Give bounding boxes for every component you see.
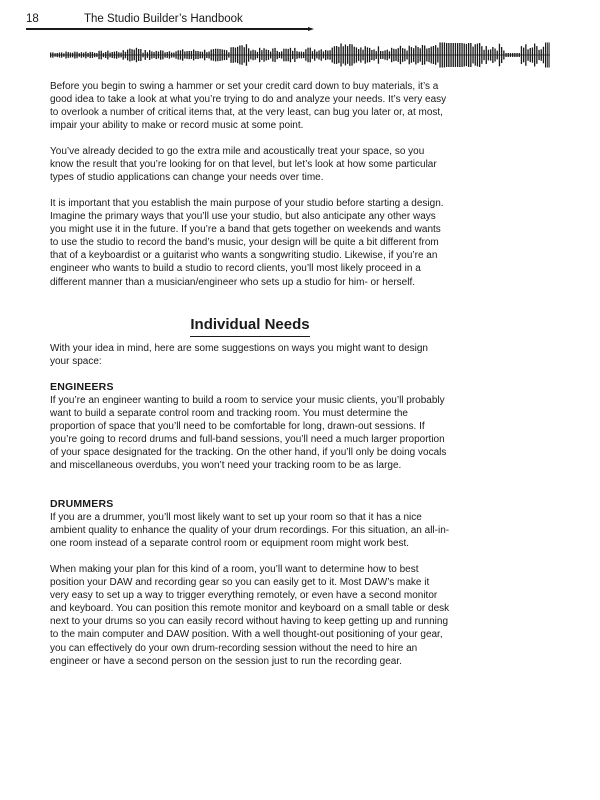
waveform-bar xyxy=(400,46,401,64)
waveform-bar xyxy=(138,49,139,61)
waveform-bar xyxy=(226,50,227,60)
waveform-bar xyxy=(358,49,359,61)
waveform-bar xyxy=(543,47,544,64)
waveform-bar xyxy=(142,53,143,58)
waveform-bar xyxy=(536,46,537,64)
waveform-bar xyxy=(259,48,260,62)
waveform-bar xyxy=(285,49,286,62)
waveform-bar xyxy=(312,51,313,59)
intro-paragraph-1: Before you begin to swing a hammer or set your credit card down to buy materials, it’s a good idea to take a look at what you’re trying to do and analyze your needs. It’s very easy to overlook a number of critical items that, at the very least, can bug you later or, at most, impair your ability to make or record music at some point. xyxy=(50,81,447,132)
waveform-bar xyxy=(123,50,124,60)
waveform-bar xyxy=(230,47,231,63)
waveform-bar xyxy=(68,52,69,58)
waveform-bar xyxy=(519,53,520,57)
waveform-bar xyxy=(87,53,88,57)
waveform-bar xyxy=(101,51,102,60)
section-heading: Individual Needs xyxy=(50,315,450,337)
waveform-bar xyxy=(391,48,392,62)
waveform-bar xyxy=(79,53,80,57)
audio-waveform-icon xyxy=(50,42,550,68)
waveform-bar xyxy=(215,49,216,62)
waveform-bar xyxy=(382,51,383,59)
waveform-bar xyxy=(248,48,249,61)
waveform-bar xyxy=(415,46,416,65)
waveform-bar xyxy=(279,52,280,58)
waveform-bar xyxy=(257,52,258,58)
waveform-bar xyxy=(444,43,445,68)
waveform-bar xyxy=(448,43,449,67)
waveform-bar xyxy=(497,51,498,60)
engineers-paragraph: If you’re an engineer wanting to build a room to service your music clients, you’ll probably want to build a separate control room and tracking room. You must determine the proportion of space that you’ll need to be comfortable for long, drawn-out sessions. If you’re going to record drums and full-band sessions, you’ll need a much larger proportion of your space designated for the tracking. On the other hand, if you’ll only be doing vocals and miscellaneous overdubs, you won’t need your tracking room to be as large. xyxy=(50,395,447,472)
waveform-bar xyxy=(490,49,491,60)
waveform-bar xyxy=(488,50,489,61)
waveform-bar xyxy=(439,43,440,68)
waveform-bar xyxy=(200,52,201,59)
waveform-bar xyxy=(263,48,264,62)
waveform-bar xyxy=(549,43,550,68)
waveform-bar xyxy=(182,49,183,60)
engineers-heading: ENGINEERS xyxy=(50,381,114,393)
header-rule xyxy=(26,28,310,30)
waveform-bar xyxy=(305,49,306,61)
waveform-bar xyxy=(81,52,82,58)
waveform-bar xyxy=(255,50,256,59)
waveform-bar xyxy=(290,48,291,62)
waveform-bar xyxy=(545,43,546,68)
waveform-bar xyxy=(208,52,209,59)
waveform-bar xyxy=(367,47,368,62)
waveform-bar xyxy=(85,52,86,59)
waveform-bar xyxy=(61,52,62,57)
waveform-bar xyxy=(464,44,465,67)
waveform-bar xyxy=(413,48,414,62)
waveform-bar xyxy=(204,50,205,61)
waveform-bar xyxy=(270,52,271,59)
waveform-bar xyxy=(250,51,251,60)
waveform-bar xyxy=(481,46,482,64)
waveform-bar xyxy=(217,49,218,61)
waveform-bar xyxy=(371,50,372,60)
waveform-bar xyxy=(411,47,412,63)
waveform-bar xyxy=(508,53,509,57)
waveform-bar xyxy=(299,52,300,58)
waveform-bar xyxy=(318,50,319,59)
waveform-bar xyxy=(501,47,502,63)
waveform-bar xyxy=(466,44,467,66)
waveform-bar xyxy=(301,52,302,59)
waveform-bar xyxy=(180,50,181,59)
waveform-bar xyxy=(193,50,194,61)
waveform-bar xyxy=(417,47,418,63)
waveform-bar xyxy=(292,51,293,59)
section-intro: With your idea in mind, here are some suggestions on ways you might want to design your space: xyxy=(50,343,428,368)
waveform-bar xyxy=(532,47,533,62)
waveform-bar xyxy=(512,53,513,57)
waveform-bar xyxy=(277,51,278,59)
waveform-bar xyxy=(294,48,295,62)
waveform-bar xyxy=(206,52,207,58)
drummers-paragraph-1: If you are a drummer, you’ll most likely want to set up your room so that it has a nice ambient quality to enhance the quality of your drum recordings. For this situation, an all-in-one room instead of a separate control room or equipment room might work best. xyxy=(50,512,450,550)
waveform-bar xyxy=(369,48,370,62)
waveform-bar xyxy=(541,49,542,61)
waveform-bar xyxy=(338,47,339,63)
waveform-bar xyxy=(184,52,185,59)
waveform-bar xyxy=(479,43,480,67)
waveform-bar xyxy=(70,53,71,58)
waveform-bar xyxy=(197,51,198,59)
waveform-bar xyxy=(437,48,438,63)
waveform-bar xyxy=(389,51,390,58)
waveform-bar xyxy=(222,49,223,60)
waveform-bar xyxy=(65,52,66,59)
page-number: 18 xyxy=(26,13,39,25)
waveform-bar xyxy=(140,49,141,61)
waveform-bar xyxy=(428,48,429,62)
waveform-bar xyxy=(261,50,262,60)
waveform-bar xyxy=(472,47,473,64)
waveform-bar xyxy=(72,53,73,58)
waveform-bar xyxy=(327,51,328,60)
waveform-bar xyxy=(94,53,95,57)
waveform-bar xyxy=(59,53,60,58)
waveform-bar xyxy=(246,44,247,66)
waveform-bar xyxy=(76,52,77,58)
waveform-bar xyxy=(395,49,396,61)
waveform-bar xyxy=(453,43,454,67)
waveform-bar xyxy=(74,52,75,59)
waveform-bar xyxy=(162,51,163,60)
waveform-bar xyxy=(202,52,203,59)
waveform-bar xyxy=(349,44,350,66)
waveform-bar xyxy=(118,52,119,57)
waveform-bar xyxy=(307,48,308,63)
waveform-bar xyxy=(241,45,242,65)
waveform-bar xyxy=(186,51,187,59)
waveform-bar xyxy=(288,49,289,61)
waveform-bar xyxy=(266,50,267,61)
waveform-bar xyxy=(514,53,515,57)
waveform-bar xyxy=(116,51,117,59)
waveform-bar xyxy=(252,50,253,61)
waveform-bar xyxy=(160,50,161,59)
waveform-bar xyxy=(365,46,366,64)
waveform-bar xyxy=(310,48,311,63)
waveform-bar xyxy=(316,52,317,59)
waveform-bar xyxy=(503,51,504,60)
drummers-heading: DRUMMERS xyxy=(50,498,114,510)
waveform-bar xyxy=(329,50,330,60)
waveform-bar xyxy=(516,53,517,57)
waveform-bar xyxy=(52,52,53,57)
waveform-bar xyxy=(167,52,168,58)
waveform-bar xyxy=(109,53,110,58)
waveform-bar xyxy=(356,47,357,62)
waveform-bar xyxy=(354,47,355,64)
intro-paragraph-3: It is important that you establish the main purpose of your studio before starting a design. Imagine the primary ways that you’ll use your studio, but also anticipate any other ways you might use it in the future. If you’re a band that gets together on weekends and wants to use the studio to record the band’s music, your design will be quite a bit different from that of a keyboardist or a guitarist who wants a songwriting studio. Likewise, if you’re an engineer who wants to build a studio to record clients, you’ll most likely proceed in a different manner than a musician/engineer who sets up a studio for him- or herself. xyxy=(50,198,444,288)
waveform-bar xyxy=(402,48,403,62)
waveform-bar xyxy=(156,51,157,59)
waveform-bar xyxy=(281,51,282,58)
waveform-bar xyxy=(538,50,539,60)
waveform-bar xyxy=(175,51,176,58)
waveform-bar xyxy=(435,45,436,65)
waveform-bar xyxy=(345,45,346,66)
waveform-bar xyxy=(235,48,236,63)
waveform-bar xyxy=(373,49,374,60)
waveform-bar xyxy=(459,43,460,67)
waveform-bar xyxy=(274,48,275,62)
waveform-bar xyxy=(114,52,115,59)
waveform-bar xyxy=(244,47,245,63)
waveform-bar xyxy=(120,53,121,58)
waveform-bar xyxy=(219,49,220,61)
waveform-bar xyxy=(283,49,284,62)
waveform-bar xyxy=(530,48,531,62)
waveform-bar xyxy=(426,49,427,62)
waveform-bar xyxy=(510,53,511,57)
waveform-bar xyxy=(534,44,535,67)
waveform-bar xyxy=(446,43,447,67)
waveform-bar xyxy=(83,53,84,58)
waveform-bar xyxy=(433,46,434,64)
waveform-bar xyxy=(398,48,399,62)
waveform-bar xyxy=(492,47,493,63)
waveform-bar xyxy=(153,52,154,58)
waveform-bar xyxy=(125,52,126,59)
book-title: The Studio Builder’s Handbook xyxy=(84,13,243,25)
waveform-bar xyxy=(57,53,58,57)
waveform-bar xyxy=(431,47,432,64)
intro-paragraph-2: You’ve already decided to go the extra mile and acoustically treat your space, so you know the result that you’re looking for on that level, but let’s look at how some particular types of studio applications can change your needs over time. xyxy=(50,146,437,184)
waveform-bar xyxy=(442,43,443,68)
waveform-bar xyxy=(424,46,425,65)
waveform-bar xyxy=(195,51,196,59)
waveform-bar xyxy=(96,53,97,57)
waveform-bar xyxy=(189,51,190,59)
waveform-bar xyxy=(178,50,179,59)
waveform-bar xyxy=(112,52,113,58)
drummers-paragraph-2: When making your plan for this kind of a room, you’ll want to determine how to best position your DAW and recording gear so you can easily get to it. Most DAW’s make it very easy to set up a way to trigger everything remotely, or even have a second monitor and keyboard. You can position this remote monitor and keyboard on a small table or desk next to your drums so you can easily record without having to keep getting up and running to the main computer and DAW position. With a well thought-out positioning of your gear, you can effectively do your own drum-recording session without the need to hire an engineer or have a second person on the session just to run the recording gear. xyxy=(50,564,450,667)
waveform-bar xyxy=(521,46,522,64)
waveform-bar xyxy=(404,49,405,62)
waveform-bar xyxy=(323,52,324,59)
waveform-bar xyxy=(477,44,478,67)
waveform-bar xyxy=(171,53,172,58)
waveform-bar xyxy=(409,46,410,65)
waveform-bar xyxy=(134,50,135,61)
waveform-bar xyxy=(224,50,225,60)
waveform-bar xyxy=(468,43,469,67)
waveform-bar xyxy=(173,53,174,58)
waveform-bar xyxy=(239,46,240,65)
waveform-bar xyxy=(351,44,352,65)
waveform-bar xyxy=(380,51,381,59)
waveform-bar xyxy=(191,51,192,59)
waveform-bar xyxy=(486,46,487,64)
waveform-bar xyxy=(420,48,421,61)
waveform-bar xyxy=(494,49,495,62)
waveform-bar xyxy=(131,49,132,61)
waveform-bar xyxy=(483,50,484,60)
waveform-bar xyxy=(50,53,51,58)
waveform-bar xyxy=(347,46,348,64)
waveform-bar xyxy=(303,52,304,58)
waveform-bar xyxy=(321,49,322,60)
waveform-bar xyxy=(228,52,229,57)
waveform-bar xyxy=(103,53,104,57)
waveform-bar xyxy=(527,49,528,61)
waveform-bar xyxy=(340,43,341,66)
waveform-bar xyxy=(393,49,394,62)
waveform-bar xyxy=(127,50,128,61)
waveform-bar xyxy=(325,50,326,60)
waveform-bar xyxy=(213,49,214,61)
waveform-bar xyxy=(54,53,55,57)
waveform-bar xyxy=(457,43,458,67)
waveform-bar xyxy=(525,44,526,66)
waveform-bar xyxy=(233,47,234,63)
waveform-bar xyxy=(470,43,471,67)
waveform-bar xyxy=(92,52,93,58)
waveform-bar xyxy=(461,43,462,67)
waveform-bar xyxy=(272,49,273,62)
waveform-bar xyxy=(237,47,238,63)
waveform-bar xyxy=(211,50,212,61)
waveform-bar xyxy=(422,45,423,65)
waveform-bar xyxy=(98,51,99,59)
waveform-bar xyxy=(136,48,137,62)
waveform-bar xyxy=(475,44,476,65)
waveform-bar xyxy=(158,52,159,59)
waveform-bar xyxy=(107,51,108,60)
waveform-bar xyxy=(268,50,269,60)
waveform-bar xyxy=(343,46,344,63)
waveform-bar xyxy=(362,50,363,61)
waveform-bar xyxy=(505,53,506,57)
waveform-bar xyxy=(63,53,64,57)
waveform-bar xyxy=(384,50,385,59)
waveform-bar xyxy=(296,51,297,59)
waveform-bar xyxy=(151,51,152,58)
waveform-bar xyxy=(450,43,451,67)
waveform-bar xyxy=(129,49,130,62)
waveform-bar xyxy=(149,50,150,60)
waveform-bar xyxy=(376,51,377,59)
waveform-bar xyxy=(406,51,407,60)
waveform-bar xyxy=(499,44,500,67)
waveform-bar xyxy=(164,52,165,57)
waveform-bar xyxy=(147,52,148,58)
waveform-bar xyxy=(336,46,337,64)
waveform-bar xyxy=(105,52,106,58)
waveform-bar xyxy=(455,43,456,67)
waveform-bar xyxy=(90,52,91,58)
waveform-bar xyxy=(332,48,333,63)
waveform-bar xyxy=(334,46,335,64)
waveform-bar xyxy=(523,48,524,63)
waveform-bar xyxy=(360,47,361,62)
waveform-bar xyxy=(145,50,146,60)
waveform-bar xyxy=(314,49,315,60)
waveform-bar xyxy=(169,51,170,59)
waveform-bar xyxy=(378,46,379,63)
waveform-bar xyxy=(387,50,388,61)
waveform-bar xyxy=(547,43,548,68)
